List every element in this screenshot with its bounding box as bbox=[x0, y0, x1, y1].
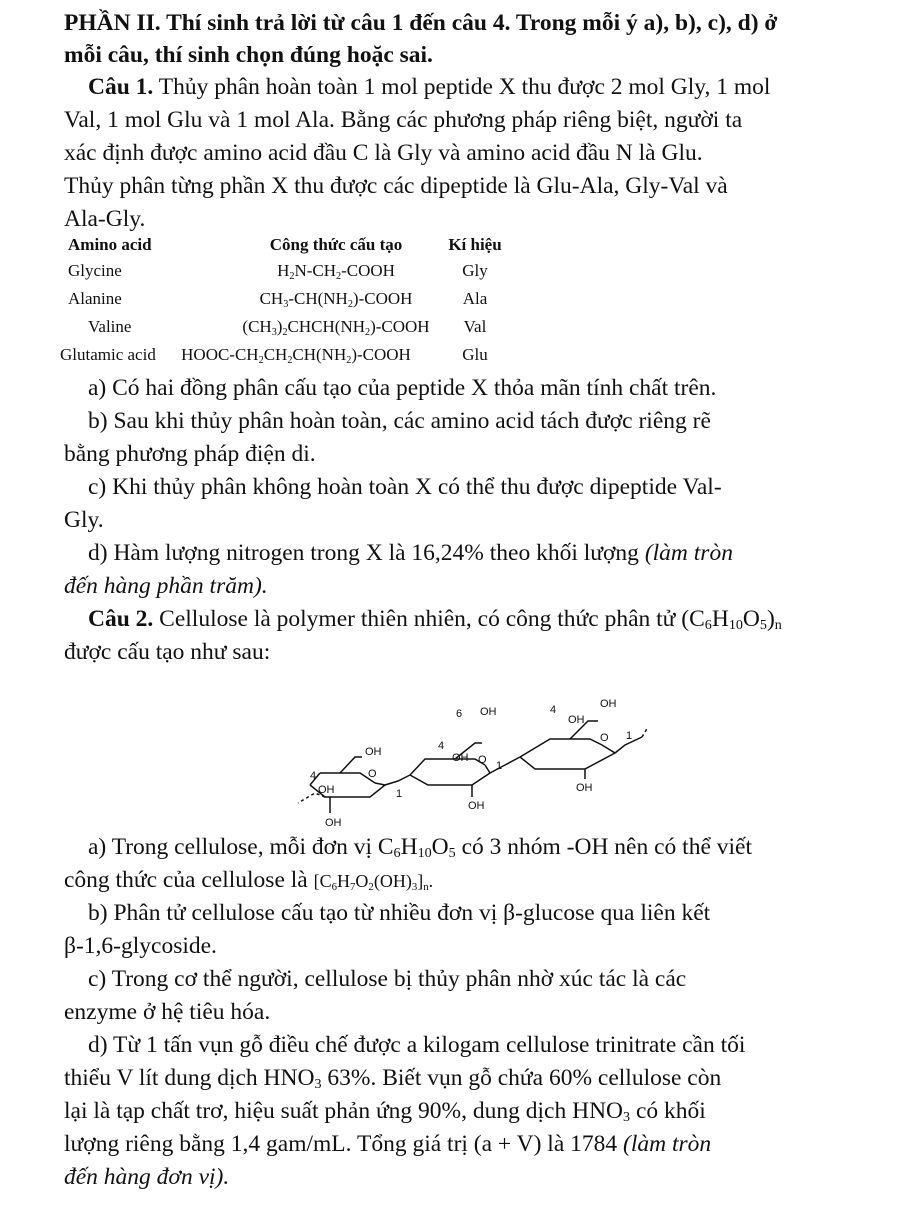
q1-d-note: (làm tròn bbox=[644, 540, 733, 566]
q2-a-text-2: công thức của cellulose là bbox=[64, 867, 308, 893]
position-4-label: 4 bbox=[310, 770, 317, 782]
q2-a-text: a) Trong cellulose, mỗi đơn vị bbox=[88, 834, 378, 860]
position-4-label: 4 bbox=[438, 740, 445, 752]
oh-label: OH bbox=[452, 752, 469, 764]
q1-text-1: Thủy phân hoàn toàn 1 mol peptide X thu được 2 mol Gly, 1 mol bbox=[153, 74, 771, 100]
oh-label: OH bbox=[468, 800, 485, 812]
cellulose-structure-diagram bbox=[270, 665, 670, 835]
position-4-label: 4 bbox=[550, 704, 557, 716]
q2-option-c-cont: enzyme ở hệ tiêu hóa. bbox=[64, 999, 271, 1025]
q2-option-b: b) Phân tử cellulose cấu tạo từ nhiều đơn vị β-glucose qua liên kết bbox=[88, 900, 711, 926]
q2-option-d: d) Từ 1 tấn vụn gỗ điều chế được a kilogam cellulose trinitrate cần tối bbox=[88, 1032, 746, 1058]
q2-d-text-3b: có khối bbox=[630, 1098, 706, 1124]
header-symbol: Kí hiệu bbox=[448, 235, 502, 254]
amino-name: Alanine bbox=[68, 289, 122, 308]
ring-oxygen-label: O bbox=[600, 732, 609, 744]
q1-line-2: Val, 1 mol Glu và 1 mol Ala. Bằng các phương pháp riêng biệt, người ta bbox=[64, 107, 743, 133]
cellulose-formula: $(C_6H_{10}O_5)_n$ bbox=[681, 606, 782, 633]
table-row bbox=[60, 259, 540, 283]
amino-formula: $CH_3-CH(NH_2)$-COOH bbox=[259, 289, 413, 310]
q2-d-note: (làm tròn bbox=[623, 1131, 712, 1157]
q1-option-c: c) Khi thủy phân không hoàn toàn X có thể thu được dipeptide Val- bbox=[88, 474, 722, 500]
position-1-label: 1 bbox=[396, 788, 403, 800]
q2-option-d-line-5: đến hàng đơn vị). bbox=[64, 1164, 230, 1190]
table-header bbox=[60, 233, 540, 257]
q2-option-a bbox=[88, 832, 872, 862]
oh-label: OH bbox=[318, 784, 335, 796]
glucose-unit-formula: $C_6H_{10}O_5$ bbox=[377, 834, 456, 861]
q2-text-1: Cellulose là polymer thiên nhiên, có công thức phân tử bbox=[153, 606, 682, 632]
q2-option-d-line-3: lại là tạp chất trơ, hiệu suất phản ứng 90%, dung dịch $HNO_3$ có khối bbox=[64, 1098, 706, 1125]
table-row bbox=[60, 315, 540, 339]
q1-option-b-cont: bằng phương pháp điện di. bbox=[64, 441, 316, 467]
oh-label: OH bbox=[600, 698, 617, 710]
q1-option-d bbox=[88, 538, 872, 568]
amino-name: Glycine bbox=[68, 261, 122, 280]
q2-d-text-2b: 63%. Biết vụn gỗ chứa 60% cellulose còn bbox=[321, 1065, 722, 1091]
q2-option-b-cont: β-1,6-glycoside. bbox=[64, 933, 217, 959]
part-title: PHẦN II. Thí sinh trả lời từ câu 1 đến câu 4. Trong mỗi ý a), b), c), d) ở bbox=[64, 10, 778, 36]
amino-symbol: Val bbox=[463, 317, 487, 336]
amino-formula: $H_2N-CH_2$-COOH bbox=[277, 261, 395, 282]
q2-a-text-end: có 3 nhóm -OH nên có thể viết bbox=[455, 834, 752, 860]
ring-oxygen-label: O bbox=[478, 754, 487, 766]
amino-symbol: Glu bbox=[462, 345, 488, 364]
q1-line-1 bbox=[88, 72, 872, 102]
q1-option-d-cont: đến hàng phần trăm). bbox=[64, 573, 268, 599]
q2-option-d-line-2: thiểu V lít dung dịch $HNO_3$ 63%. Biết vụn gỗ chứa 60% cellulose còn bbox=[64, 1065, 722, 1092]
position-1-label: 1 bbox=[496, 760, 503, 772]
amino-symbol: Ala bbox=[462, 289, 488, 308]
q2-d-text-4: lượng riêng bằng 1,4 gam/mL. Tổng giá trị (a + V) là 1784 bbox=[64, 1131, 624, 1157]
q2-line-1 bbox=[88, 604, 872, 634]
ring-oxygen-label: O bbox=[368, 768, 377, 780]
q2-option-c: c) Trong cơ thể người, cellulose bị thủy phân nhờ xúc tác là các bbox=[88, 966, 687, 992]
amino-formula: $(CH_3)_2CHCH(NH_2)$-COOH bbox=[242, 317, 430, 338]
table-row bbox=[60, 287, 540, 311]
header-formula: Công thức cấu tạo bbox=[269, 235, 403, 254]
q1-line-5: Ala-Gly. bbox=[64, 206, 146, 232]
q1-d-text: d) Hàm lượng nitrogen trong X là 16,24% theo khối lượng bbox=[88, 540, 645, 566]
q2-option-a-cont bbox=[64, 865, 872, 896]
header-amino-acid: Amino acid bbox=[68, 235, 152, 254]
oh-label: OH bbox=[480, 706, 497, 718]
table-row bbox=[60, 343, 540, 367]
part-title-cont: mỗi câu, thí sinh chọn đúng hoặc sai. bbox=[64, 42, 433, 68]
amino-name: Glutamic acid bbox=[60, 345, 156, 364]
oh-label: OH bbox=[325, 817, 342, 829]
amino-name: Valine bbox=[88, 317, 132, 336]
position-6-label: 6 bbox=[456, 708, 463, 720]
q2-label: Câu 2. bbox=[88, 606, 154, 632]
q1-line-3: xác định được amino acid đầu C là Gly và amino acid đầu N là Glu. bbox=[64, 140, 703, 166]
oh-label: OH bbox=[365, 746, 382, 758]
q2-option-d-line-4 bbox=[64, 1129, 872, 1159]
cellulose-oh-formula: $[C_6H_7O_2(OH)_3]_n$. bbox=[313, 871, 434, 893]
oh-label: OH bbox=[576, 782, 593, 794]
q2-d-text-3a: lại là tạp chất trơ, hiệu suất phản ứng 90%, dung dịch HNO bbox=[64, 1098, 624, 1124]
q1-label: Câu 1. bbox=[88, 74, 154, 100]
q1-option-c-cont: Gly. bbox=[64, 507, 104, 533]
amino-formula: HOOC-$CH_2CH_2CH(NH_2)$-COOH bbox=[181, 345, 411, 366]
q2-line-2: được cấu tạo như sau: bbox=[64, 639, 271, 665]
oh-label: OH bbox=[568, 714, 585, 726]
position-1-label: 1 bbox=[626, 730, 633, 742]
q1-option-b: b) Sau khi thủy phân hoàn toàn, các amino acid tách được riêng rẽ bbox=[88, 408, 711, 434]
q1-line-4: Thủy phân từng phần X thu được các dipeptide là Glu-Ala, Gly-Val và bbox=[64, 173, 728, 199]
q2-d-text-2a: thiểu V lít dung dịch HNO bbox=[64, 1065, 315, 1091]
amino-symbol: Gly bbox=[462, 261, 488, 280]
q1-option-a: a) Có hai đồng phân cấu tạo của peptide X thỏa mãn tính chất trên. bbox=[88, 375, 717, 401]
